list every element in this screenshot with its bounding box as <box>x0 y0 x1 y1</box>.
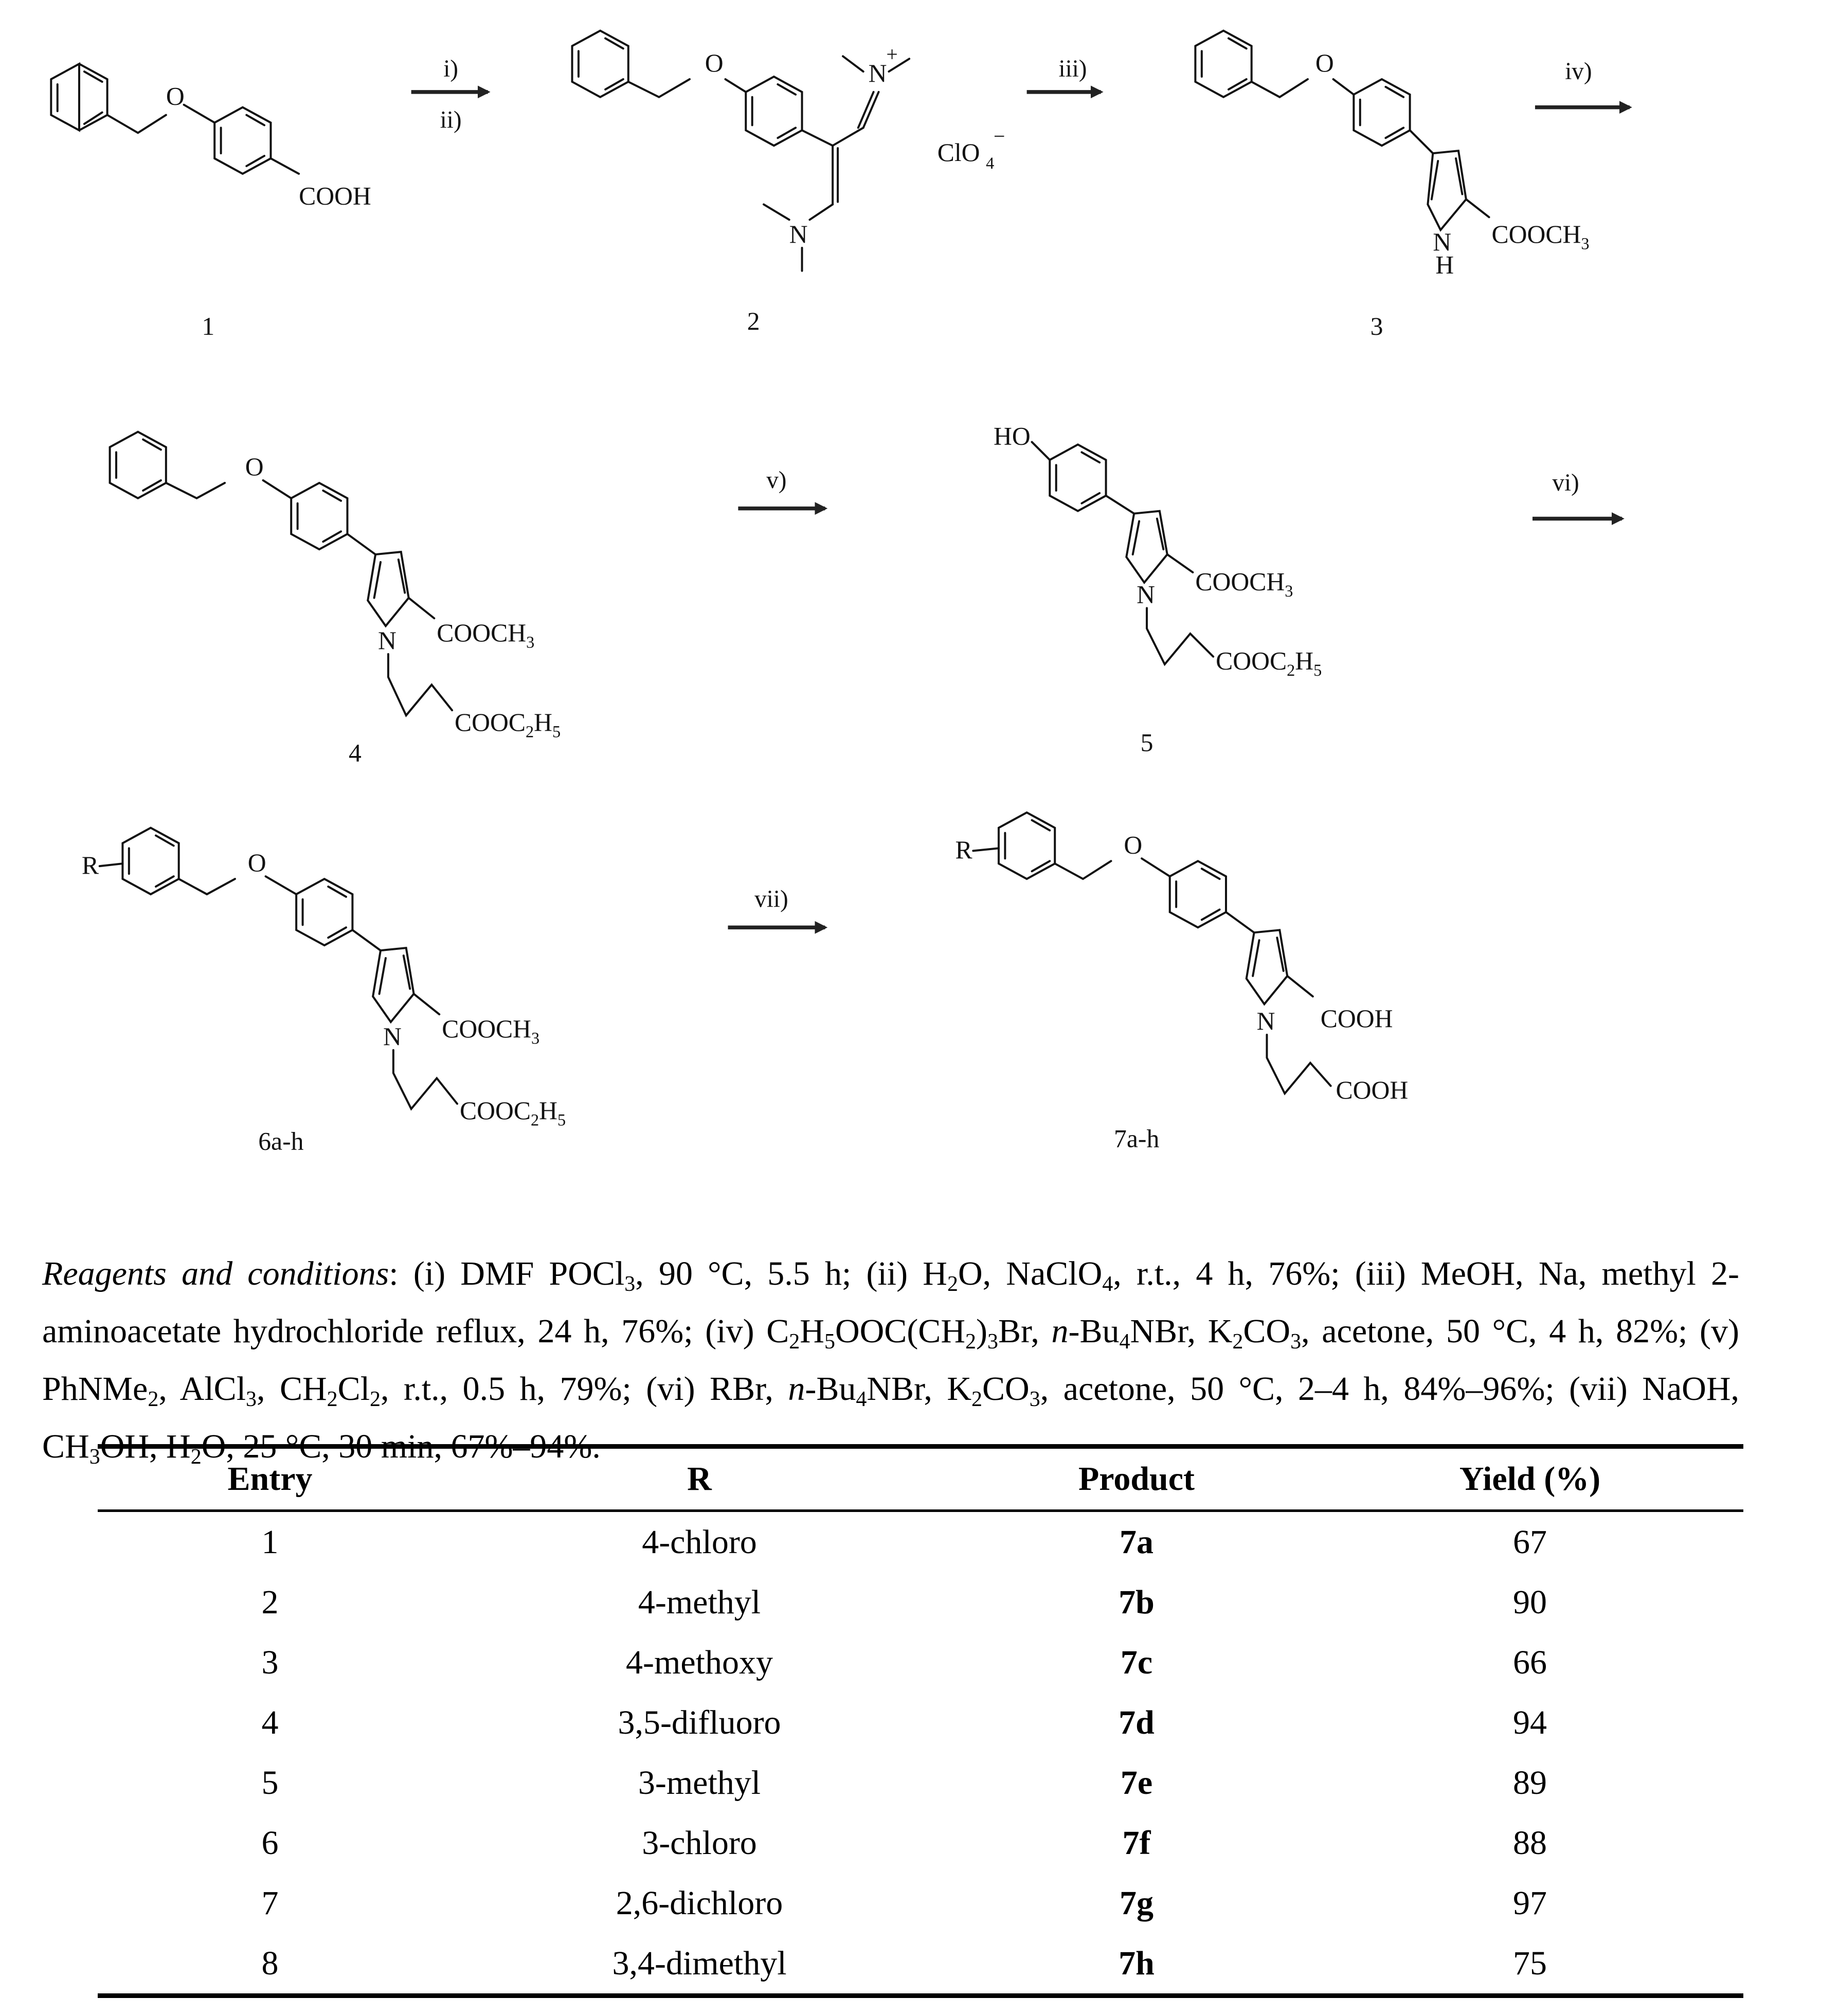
caption-text: , acetone, 50 °C, 2–4 h, 84%–96%; (vii) NaOH, CH <box>42 1370 1739 1465</box>
caption-text: : (i) DMF POCl <box>389 1255 625 1292</box>
ethyl-ester-group: $COOC_2H_5$ <box>455 708 561 741</box>
caption-text: Cl <box>337 1370 370 1408</box>
subscript: 2 <box>148 1388 159 1411</box>
carboxylic-acid-group: COOH <box>299 182 371 210</box>
compound-label-7a-h: 7a-h <box>1114 1124 1160 1153</box>
compound-2 <box>572 31 1005 271</box>
yield-cell: 75 <box>1513 1944 1547 1982</box>
caption-label: Reagents and conditions <box>42 1255 389 1292</box>
caption-text: , acetone, 50 °C, 4 h, 82%; (v) PhNMe <box>42 1312 1740 1408</box>
yield-cell: 97 <box>1513 1884 1547 1922</box>
r-cell: 3-methyl <box>638 1763 761 1802</box>
entry-cell: 8 <box>261 1944 279 1982</box>
r-cell: 3-chloro <box>642 1824 757 1862</box>
subscript: 3 <box>246 1388 257 1411</box>
table-row <box>98 1753 1743 1813</box>
subscript: 3 <box>1290 1330 1302 1354</box>
compound-5 <box>994 422 1322 679</box>
ethyl-ester-group: $COOC_2H_5$ <box>460 1096 566 1129</box>
methyl-ester-group: $COOCH_3$ <box>437 618 535 652</box>
product-cell: 7e <box>1120 1763 1153 1802</box>
product-cell: 7c <box>1120 1643 1153 1681</box>
compound-3 <box>1195 31 1589 279</box>
caption-text: O, NaClO <box>958 1255 1103 1292</box>
r-substituent: R <box>955 836 972 865</box>
subscript: 2 <box>789 1330 800 1354</box>
caption-text: , r.t., 4 h, 76%; (iii) MeOH, Na, methyl 2-aminoacetate hydrochloride reflux, 24 h, 76%; (iv) C <box>42 1255 1739 1350</box>
ethyl-ester-group: $COOC_2H_5$ <box>1216 646 1322 680</box>
compound-7a-h <box>955 813 1409 1104</box>
product-cell: 7b <box>1119 1583 1155 1621</box>
compound-6a-h <box>82 828 566 1129</box>
subscript: 4 <box>986 153 995 172</box>
oxygen-atom: O <box>245 453 264 481</box>
yield-table-container <box>98 1444 1743 1998</box>
reagents-and-conditions-caption <box>42 1245 1739 1475</box>
r-cell: 2,6-dichloro <box>616 1884 783 1922</box>
product-cell: 7g <box>1120 1884 1153 1922</box>
table-row <box>98 1632 1743 1693</box>
yield-table <box>98 1444 1743 1998</box>
methyl-ester-group: $COOCH_3$ <box>1195 567 1293 601</box>
compound-1 <box>51 64 371 210</box>
table-header-row <box>98 1447 1743 1511</box>
compound-4 <box>110 432 561 741</box>
oxygen-atom: O <box>247 849 266 877</box>
subscript: 2 <box>965 1330 976 1354</box>
compound-label-1: 1 <box>202 312 215 340</box>
caption-text: , 90 °C, 5.5 h; (ii) H <box>635 1255 947 1292</box>
arrow-step-vi <box>1532 470 1622 519</box>
caption-text: H <box>800 1312 824 1350</box>
step-label-iii: iii) <box>1058 56 1087 83</box>
subscript: 2 <box>190 1445 202 1469</box>
column-header-yield: Yield (%) <box>1459 1460 1601 1498</box>
caption-text: , CH <box>257 1370 327 1408</box>
subscript: 4 <box>1102 1272 1113 1296</box>
table-row <box>98 1813 1743 1873</box>
arrow-step-i-ii <box>411 56 488 133</box>
r-cell: 3,4-dimethyl <box>612 1944 787 1982</box>
nitrogen-atom: N <box>868 59 887 87</box>
r-cell: 4-methoxy <box>626 1643 773 1681</box>
caption-text: -Bu <box>805 1370 856 1408</box>
caption-text: OH, H <box>100 1428 191 1465</box>
perchlorate-ion: ClO <box>937 138 980 167</box>
methyl-ester-group: $COOCH_3$ <box>442 1015 540 1048</box>
column-header-product: Product <box>1078 1460 1195 1498</box>
r-cell: 4-methyl <box>638 1583 761 1621</box>
positive-charge: + <box>886 43 898 66</box>
entry-cell: 3 <box>261 1643 279 1681</box>
table-row <box>98 1933 1743 1996</box>
product-cell: 7d <box>1119 1703 1155 1741</box>
entry-cell: 2 <box>261 1583 279 1621</box>
caption-text: ) <box>976 1312 987 1350</box>
yield-cell: 94 <box>1513 1703 1547 1741</box>
step-label-ii: ii) <box>440 106 462 134</box>
hydrogen-atom: H <box>1435 250 1454 279</box>
yield-cell: 66 <box>1513 1643 1547 1681</box>
entry-cell: 6 <box>261 1824 279 1862</box>
caption-text: Br, <box>998 1312 1052 1350</box>
subscript: 2 <box>370 1388 381 1411</box>
r-substituent: R <box>81 851 99 880</box>
r-cell: 3,5-difluoro <box>618 1703 781 1741</box>
nitrogen-atom: N <box>1137 580 1156 609</box>
hydroxyl-group: HO <box>994 422 1031 451</box>
subscript: 2 <box>971 1388 983 1411</box>
caption-text: -Bu <box>1068 1312 1120 1350</box>
yield-cell: 90 <box>1513 1583 1547 1621</box>
product-cell: 7h <box>1119 1944 1155 1982</box>
step-label-vii: vii) <box>754 886 788 913</box>
subscript: 5 <box>824 1330 835 1354</box>
nitrogen-atom: N <box>1433 227 1452 256</box>
arrow-step-iii <box>1027 56 1101 92</box>
oxygen-atom: O <box>1315 49 1334 78</box>
methyl-ester-group: $COOCH_3$ <box>1491 220 1590 253</box>
subscript: 2 <box>327 1388 338 1411</box>
italic-prefix: n <box>1051 1312 1069 1350</box>
caption-text: NBr, K <box>1130 1312 1233 1350</box>
step-label-v: v) <box>766 466 787 494</box>
entry-cell: 7 <box>261 1884 279 1922</box>
entry-cell: 5 <box>261 1763 279 1802</box>
entry-cell: 4 <box>261 1703 279 1741</box>
yield-cell: 89 <box>1513 1763 1547 1802</box>
column-header-r: R <box>687 1460 712 1498</box>
table-row <box>98 1693 1743 1753</box>
arrow-step-vii <box>728 886 825 928</box>
compound-label-3: 3 <box>1370 312 1383 340</box>
table-row <box>98 1511 1743 1573</box>
compound-label-5: 5 <box>1140 728 1153 757</box>
column-header-entry: Entry <box>227 1460 313 1498</box>
table-row <box>98 1572 1743 1632</box>
step-label-vi: vi) <box>1552 469 1579 496</box>
yield-cell: 67 <box>1513 1523 1547 1561</box>
subscript: 3 <box>987 1330 998 1354</box>
product-cell: 7f <box>1122 1824 1151 1862</box>
caption-text: , r.t., 0.5 h, 79%; (vi) RBr, <box>381 1370 788 1408</box>
oxygen-atom: O <box>1124 831 1143 859</box>
oxygen-atom: O <box>705 49 724 78</box>
subscript: 3 <box>624 1272 636 1296</box>
yield-cell: 88 <box>1513 1824 1547 1862</box>
entry-cell: 1 <box>261 1523 279 1561</box>
caption-text: NBr, K <box>867 1370 972 1408</box>
caption-text: , AlCl <box>158 1370 246 1408</box>
subscript: 4 <box>856 1388 867 1411</box>
step-label-iv: iv) <box>1565 58 1592 85</box>
nitrogen-atom: N <box>378 626 396 655</box>
carboxylic-acid-group: COOH <box>1320 1004 1393 1033</box>
caption-text: O, 25 °C, 30 min, 67%–94%. <box>201 1428 601 1465</box>
negative-charge: − <box>994 125 1005 148</box>
compound-label-4: 4 <box>348 739 362 767</box>
caption-text: CO <box>1243 1312 1291 1350</box>
subscript: 3 <box>1029 1388 1040 1411</box>
carboxylic-acid-group: COOH <box>1336 1076 1409 1105</box>
nitrogen-atom: N <box>789 220 808 248</box>
subscript: 2 <box>947 1272 958 1296</box>
r-cell: 4-chloro <box>642 1523 757 1561</box>
step-label-i: i) <box>443 56 459 83</box>
italic-prefix: n <box>788 1370 805 1408</box>
product-cell: 7a <box>1120 1523 1153 1561</box>
arrow-step-iv <box>1535 58 1630 107</box>
arrow-step-v <box>738 467 825 509</box>
subscript: 2 <box>1232 1330 1243 1354</box>
oxygen-atom: O <box>166 82 185 111</box>
nitrogen-atom: N <box>1256 1007 1275 1036</box>
nitrogen-atom: N <box>383 1022 402 1051</box>
compound-label-6a-h: 6a-h <box>258 1127 304 1156</box>
caption-text: OOC(CH <box>835 1312 965 1350</box>
compound-label-2: 2 <box>747 307 760 335</box>
subscript: 3 <box>89 1445 100 1469</box>
caption-text: CO <box>982 1370 1030 1408</box>
table-row <box>98 1873 1743 1933</box>
subscript: 4 <box>1119 1330 1130 1354</box>
